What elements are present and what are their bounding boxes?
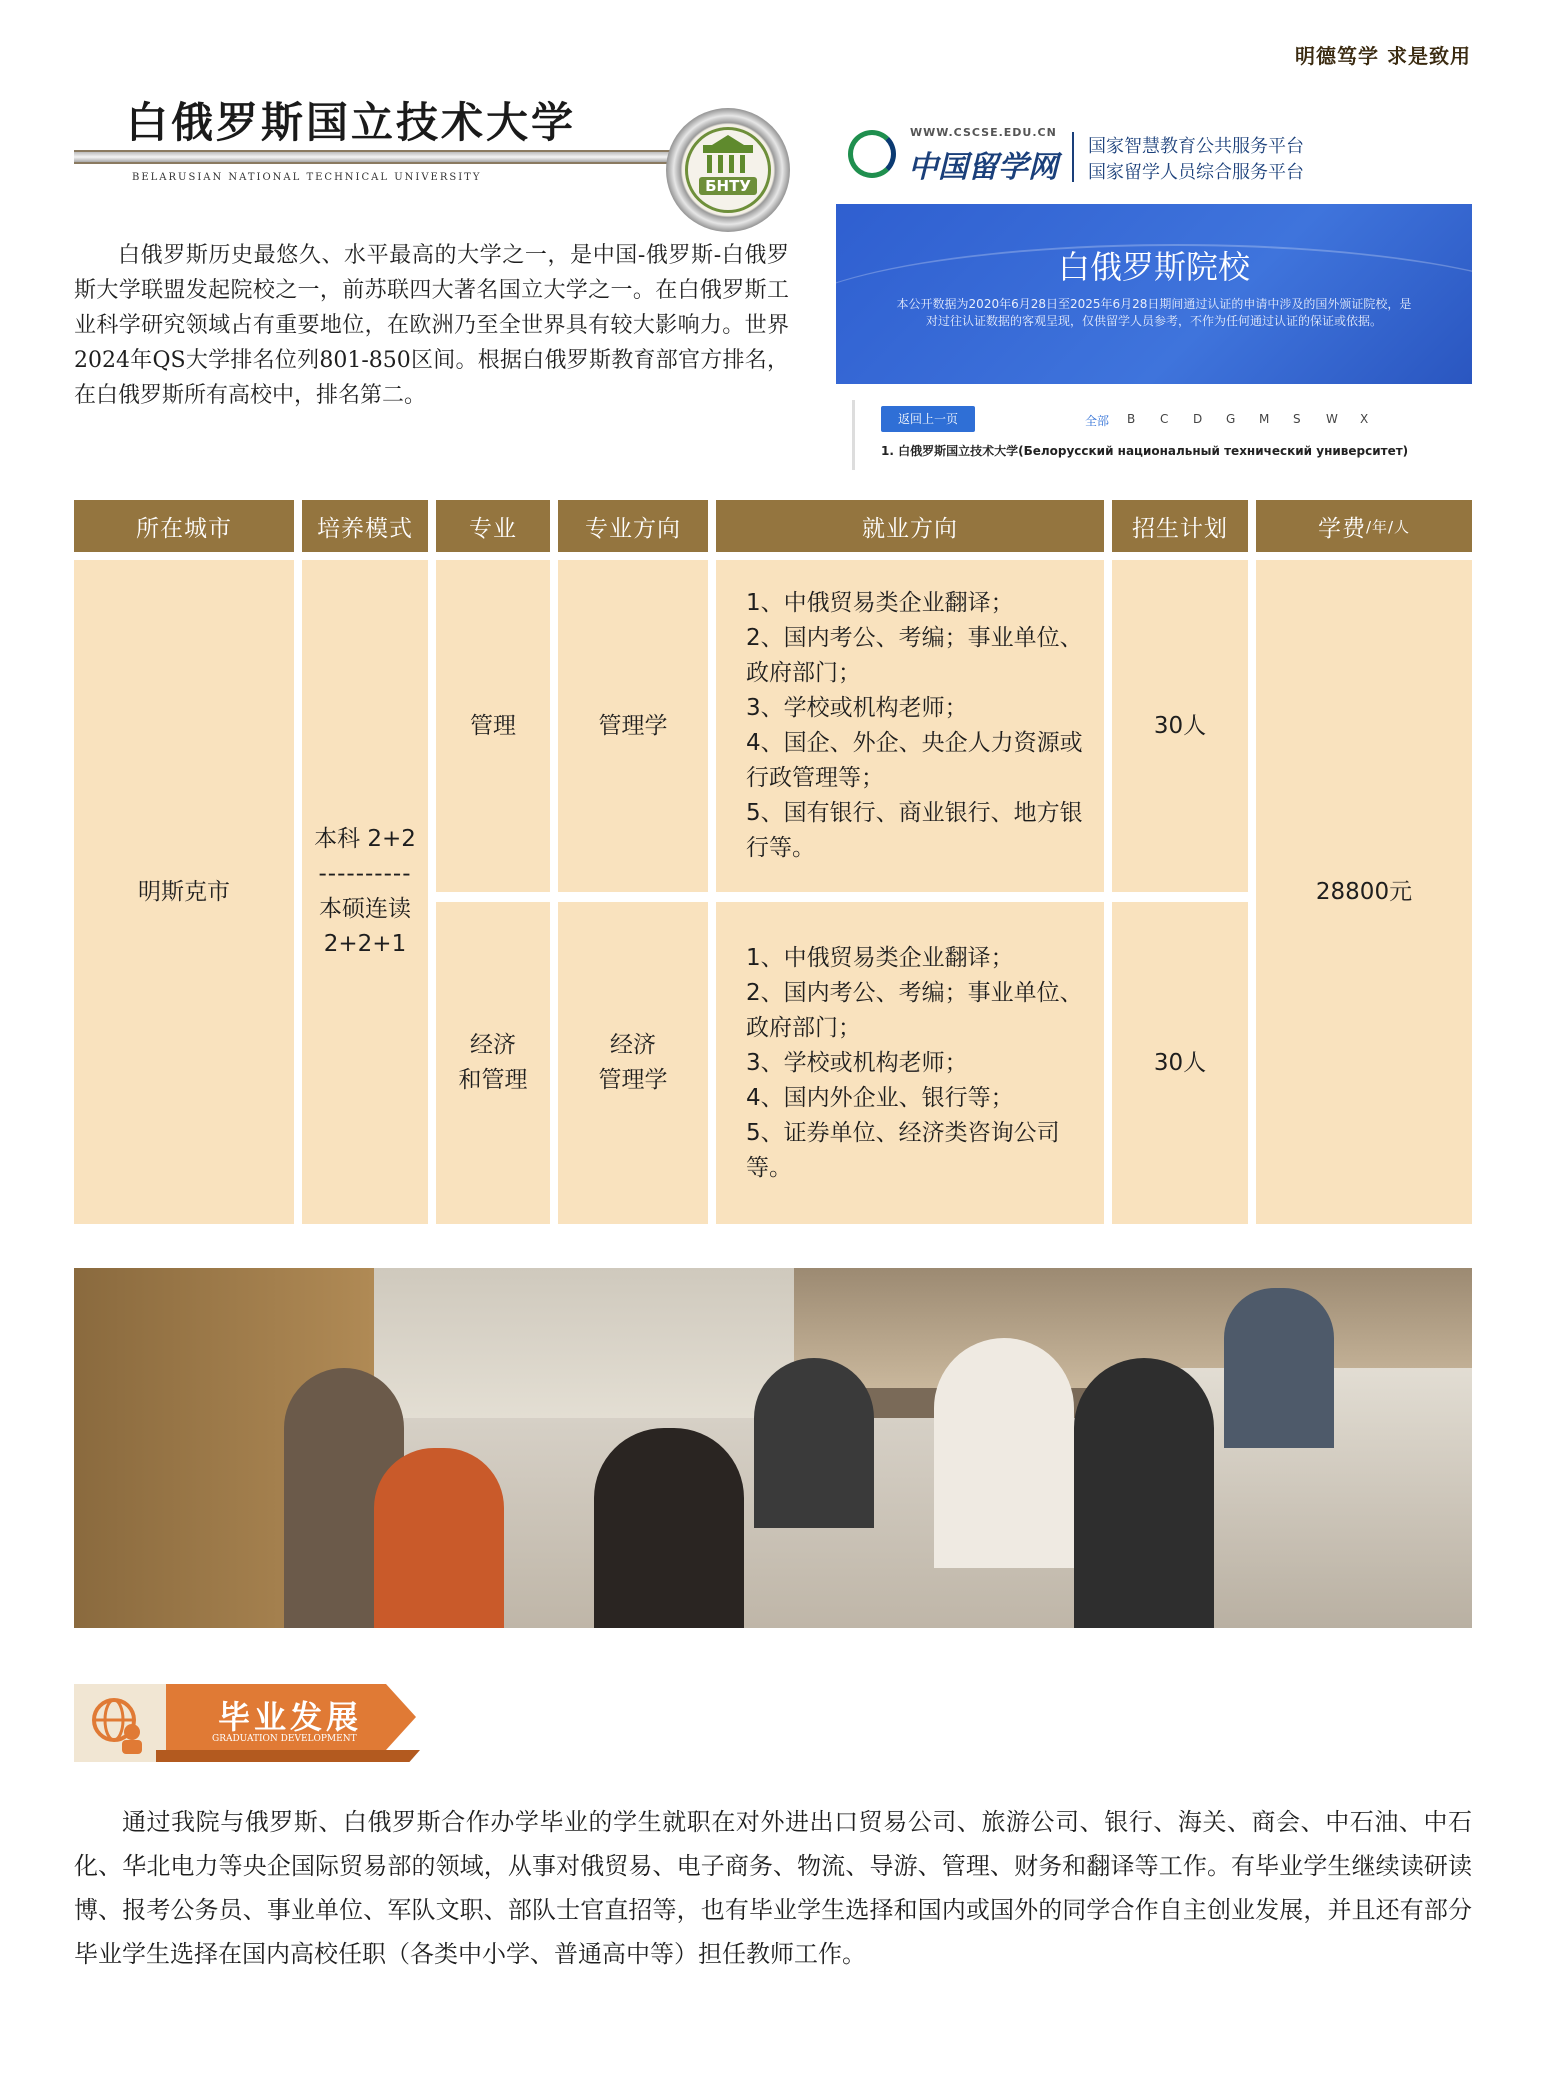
row1-jobs-text: 1、中俄贸易类企业翻译； 2、国内考公、考编；事业单位、政府部门； 3、学校或机构老师； 4、国企、外企、央企人力资源或行政管理等； 5、国有银行、商业银行、地方银行等。 <box>746 590 1083 861</box>
filter-x[interactable]: X <box>1360 412 1369 426</box>
header-city: 所在城市 <box>74 500 294 552</box>
row1-plan: 30人 <box>1112 560 1248 892</box>
cscse-subtitle-2: 国家留学人员综合服务平台 <box>1088 162 1304 183</box>
filter-d[interactable]: D <box>1193 412 1203 426</box>
header-direction: 专业方向 <box>558 500 708 552</box>
row2-jobs-text: 1、中俄贸易类企业翻译； 2、国内考公、考编；事业单位、政府部门； 3、学校或机构老师； 4、国内外企业、银行等； 5、证券单位、经济类咨询公司等。 <box>746 944 1083 1181</box>
header-fee-unit: /年/人 <box>1365 517 1411 536</box>
header-plan: 招生计划 <box>1112 500 1248 552</box>
filter-w[interactable]: W <box>1326 412 1338 426</box>
filter-m[interactable]: M <box>1259 412 1270 426</box>
cell-mode <box>302 560 428 1224</box>
graduation-title: 毕业发展 <box>218 1698 363 1736</box>
row2-jobs <box>716 902 1104 1224</box>
cscse-mark-icon <box>848 130 896 178</box>
graduation-subtitle: GRADUATION DEVELOPMENT <box>212 1734 357 1744</box>
banner-note: 本公开数据为2020年6月28日至2025年6月28日期间通过认证的申请中涉及的国外颁证院校，是对过往认证数据的客观呈现，仅供留学人员参考，不作为任何通过认证的保证或依据。 <box>896 297 1412 328</box>
cscse-nav <box>852 400 1472 470</box>
university-logo <box>666 108 790 232</box>
row2-major: 经济 和管理 <box>436 902 550 1224</box>
filter-all[interactable]: 全部 <box>1085 414 1110 428</box>
row1-major: 管理 <box>436 560 550 892</box>
university-title: 白俄罗斯国立技术大学 <box>126 98 577 147</box>
mode-dash: ---------- <box>318 861 412 887</box>
cscse-logo <box>848 126 1368 196</box>
header-fee-label: 学费 <box>1317 515 1366 542</box>
university-header <box>74 90 794 220</box>
mode-line-3: 2+2+1 <box>323 931 407 957</box>
back-button[interactable]: 返回上一页 <box>881 406 975 432</box>
row1-direction: 管理学 <box>558 560 708 892</box>
filter-s[interactable]: S <box>1293 412 1301 426</box>
students-photo <box>74 1268 1472 1628</box>
title-rule <box>74 150 674 164</box>
university-subtitle: BELARUSIAN NATIONAL TECHNICAL UNIVERSITY <box>132 172 482 183</box>
program-table <box>74 500 1472 1224</box>
logo-text: БНТУ <box>699 177 757 195</box>
university-building-icon <box>703 145 753 175</box>
filter-c[interactable]: C <box>1160 412 1169 426</box>
university-intro: 白俄罗斯历史最悠久、水平最高的大学之一，是中国-俄罗斯-白俄罗斯大学联盟发起院校之一，前苏联四大著名国立大学之一。在白俄罗斯工业科学研究领域占有重要地位，在欧洲乃至全世界具有较大影响力。世界2024年QS大学排名位列801-850区间。根据白俄罗斯教育部官方排名，在白俄罗斯所有高校中，排名第二。 <box>74 243 789 408</box>
cscse-subtitle-1: 国家智慧教育公共服务平台 <box>1088 136 1304 157</box>
page-motto: 明德笃学 求是致用 <box>1295 44 1471 68</box>
graduation-text: 通过我院与俄罗斯、白俄罗斯合作办学毕业的学生就职在对外进出口贸易公司、旅游公司、银行、海关、商会、中石油、中石化、华北电力等央企国际贸易部的领域，从事对俄贸易、电子商务、物流、导游、管理、财务和翻译等工作。有毕业学生继续读研读博、报考公务员、事业单位、军队文职、部队士官直招等，也有毕业学生选择和国内或国外的同学合作自主创业发展，并且还有部分毕业学生选择在国内高校任职（各类中小学、普通高中等）担任教师工作。 <box>74 1808 1472 1968</box>
cell-fee: 28800元 <box>1256 560 1472 1224</box>
graduation-section-header <box>74 1678 434 1766</box>
header-jobs: 就业方向 <box>716 500 1104 552</box>
mode-line-2: 本硕连读 <box>319 896 411 922</box>
filter-b[interactable]: B <box>1127 412 1136 426</box>
mode-line-1: 本科 2+2 <box>314 826 416 852</box>
section-shadow <box>156 1750 420 1762</box>
cscse-banner <box>836 204 1472 384</box>
header-major: 专业 <box>436 500 550 552</box>
search-result-link[interactable]: 1. 白俄罗斯国立技术大学(Белорусский национальный технический университет) <box>881 444 1409 458</box>
banner-title: 白俄罗斯院校 <box>1057 248 1250 286</box>
header-fee <box>1256 500 1472 552</box>
cscse-divider <box>1072 132 1074 182</box>
cscse-name: 中国留学网 <box>908 150 1058 185</box>
row2-direction: 经济 管理学 <box>558 902 708 1224</box>
row1-jobs <box>716 560 1104 892</box>
cell-city: 明斯克市 <box>74 560 294 1224</box>
header-mode: 培养模式 <box>302 500 428 552</box>
globe-graduate-icon <box>74 1684 166 1762</box>
cscse-url: WWW.CSCSE.EDU.CN <box>910 126 1057 139</box>
filter-g[interactable]: G <box>1226 412 1236 426</box>
row2-plan: 30人 <box>1112 902 1248 1224</box>
